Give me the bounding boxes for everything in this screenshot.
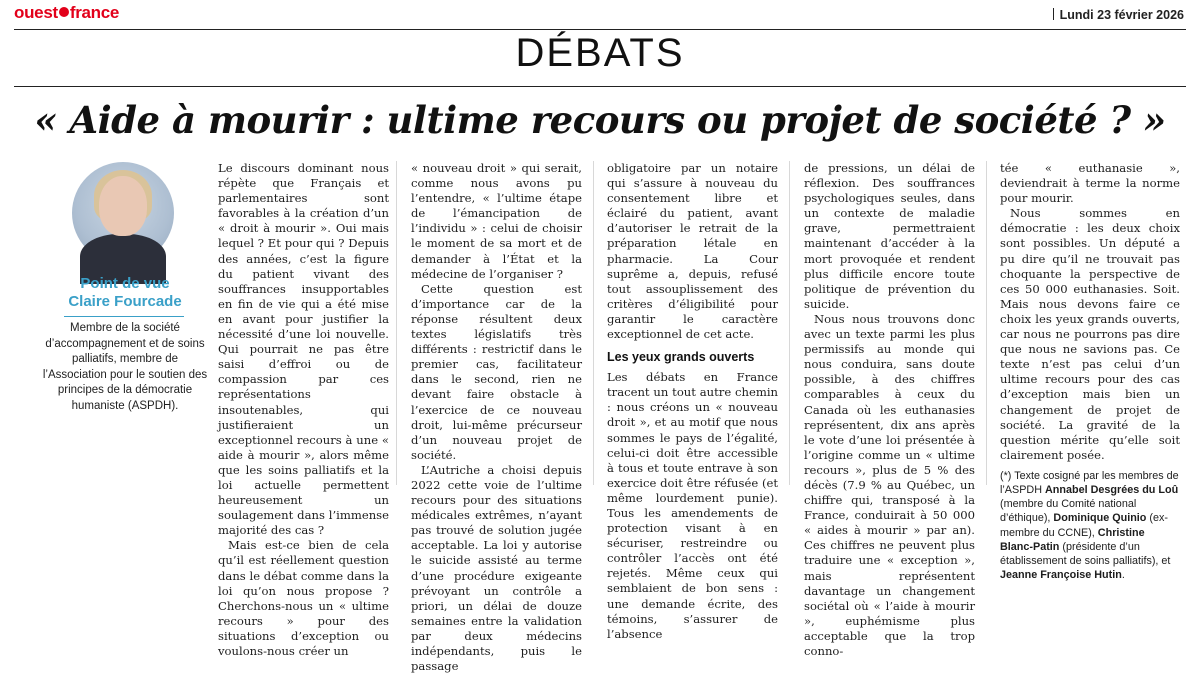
- paragraph: de pressions, un délai de réflexion. Des souffrances psychologiques seules, dans un contexte de maladie grave, permettraient maintenant d’accéder à la mort provoquée et rendent plus difficile encore toute politique de prévention du suicide.: [804, 161, 975, 311]
- cosigner-role: (ex-membre du CCNE),: [1000, 512, 1168, 539]
- paragraph: Nous sommes en démocratie : les deux choix sont possibles. Un député a pu dire qu’il ne trouvait pas choquante la perspective de ces 50 000 euthanasies. Soit. Mais nous devons faire ce choix les yeux grands ouverts, car nous ne pourrons pas dire que nous ne savions pas. Ce texte n’est pas celui d’un ultime recours pour des cas d’exception mais bien un changement de projet de société. La gravité de la question mérite qu’elle soit clairement posée.: [1000, 206, 1180, 462]
- logo-word-france: france: [69, 3, 120, 22]
- column-divider: [396, 161, 397, 485]
- paragraph: « nouveau droit » qui serait, comme nous avons pu l’entendre, « l’ultime étape de l’émancipation de l’individu » : celui de choisir le moment de sa mort et de demander à l’État et la médecine de l’organiser ?: [411, 161, 582, 281]
- logo-word-ouest: ouest: [14, 3, 58, 22]
- article-subhead: Les yeux grands ouverts: [607, 350, 755, 365]
- article-headline: « Aide à mourir : ultime recours ou projet de société ? »: [34, 98, 1166, 142]
- paragraph: L’Autriche a choisi depuis 2022 cette voie de l’ultime recours pour des situations médicales extrêmes, n’ayant pas trouvé de solution jugée acceptable. La loi y autorise le suicide assisté au terme d’une procédure exigeante prévoyant un contrôle a priori, un délai de douze semaines entre la validation par deux médecins indépendants, puis le passage: [411, 462, 582, 674]
- cosigner-name: Jeanne Françoise Hutin: [1000, 569, 1122, 582]
- ouest-france-logo[interactable]: [14, 3, 119, 23]
- sidebar-rule: [64, 316, 184, 317]
- paragraph: tée « euthanasie », deviendrait à terme la norme pour mourir.: [1000, 161, 1180, 206]
- issue-date: [1053, 8, 1184, 22]
- author-bio: Membre de la société d’accompagnement et de soins palliatifs, membre de l’Association pour le soutien des principes de la démocratie humaniste (ASPDH).: [42, 322, 208, 412]
- issue-date-text: Lundi 23 février 2026: [1059, 8, 1184, 22]
- top-rule: [14, 29, 1186, 30]
- section-title: DÉBATS: [515, 31, 685, 75]
- cosigner-name: Annabel Desgrées du Loû: [1045, 484, 1179, 497]
- cosigner-role: (membre du Comité national d’éthique),: [1000, 498, 1137, 525]
- column-divider: [593, 161, 594, 485]
- author-name: Claire Fourcade: [68, 293, 182, 310]
- paragraph: Cette question est d’importance car de la réponse résultent deux textes législatifs très différents : restrictif dans le premier cas, facilitateur dans le second, rien ne devant faire obstacle à l’exercice de ce nouveau droit, lui-même précurseur d’un nouveau projet de société.: [411, 281, 582, 462]
- article-column-5: [1000, 161, 1180, 582]
- cosigners-end: .: [1121, 569, 1125, 582]
- author-portrait: [72, 162, 174, 264]
- portrait-face: [99, 176, 147, 236]
- paragraph: Mais est-ce bien de cela qu’il est réellement question dans le débat comme dans la loi qu’on nous propose ? Cherchons-nous un « ultime recours » pour des situations d’exception ou voulons-nous créer un: [218, 538, 389, 658]
- opinion-label: Point de vue: [80, 275, 170, 292]
- article-column-2: [411, 161, 582, 674]
- cosigner-name: Dominique Quinio: [1053, 512, 1147, 525]
- article-column-4: [804, 161, 975, 658]
- cosigners-note: [1000, 469, 1180, 583]
- article-column-3: [607, 161, 778, 641]
- article-column-1: [218, 161, 389, 658]
- section-rule: [14, 86, 1186, 87]
- column-divider: [789, 161, 790, 485]
- cosigner-name: Christine Blanc-Patin: [1000, 526, 1145, 553]
- cosigner-role: (présidente d’un établissement de soins palliatifs), et: [1000, 540, 1171, 568]
- paragraph: Nous nous trouvons donc avec un texte parmi les plus permissifs au monde qui nous conduira, sans doute possible, à des chiffres comparables à ceux du Canada où les euthanasies représentent, dix ans après le vote d’une loi présentée à l’origine comme un « ultime recours », plus de 5 % des décès (7.9 % au Québec, un chiffre qui, transposé à la France, conduirait à 50 000 « aides à mourir » par an). Ces chiffres ne peuvent plus traduire une « exception », mais représentent davantage un changement sociétal où « l’aide à mourir », euphémisme plus acceptable que la trop conno-: [804, 311, 975, 658]
- column-divider: [986, 161, 987, 485]
- paragraph: obligatoire par un notaire qui s’assure à nouveau du consentement libre et éclairé du patient, avant d’autoriser le retrait de la préparation létale en pharmacie. La Cour suprême a, depuis, refusé tout assouplissement des critères d’éligibilité pour garantir le caractère exceptionnel de cet acte.: [607, 161, 778, 342]
- paragraph: Le discours dominant nous répète que Français et parlementaires sont favorables à la création d’un « droit à mourir ». Oui mais lequel ? Et pour qui ? Depuis des années, c’est la figure du patient vivant des souffrances insupportables en fin de vie qui a été mise en avant pour justifier la nécessité d’une loi nouvelle. Qui pourrait ne pas être saisi d’effroi ou de compassion par ces représentations insoutenables, qui justifieraient un exceptionnel recours à une « aide à mourir », alors même que les soins palliatifs et la loi actuelle permettent heureusement un soulagement dans l’immense majorité des cas ?: [218, 161, 389, 538]
- logo-dot: [59, 7, 69, 17]
- cosigners-intro: (*) Texte cosigné par les membres de l’ASPDH: [1000, 469, 1179, 497]
- date-separator: [1053, 8, 1054, 20]
- paragraph: Les débats en France tracent un tout autre chemin : nous créons un « nouveau droit », et au motif que nous sommes le pays de l’égalité, celui-ci doit être accessible à tous et toute entrave à son exercice doit être réfusée (et même lourdement punie). Tous les amendements de protection visant à en sécuriser, restreindre ou contrôler l’accès ont été rejetés. Même ceux qui semblaient de bon sens : une demande écrite, des témoins, s’assurer de l’absence: [607, 370, 778, 641]
